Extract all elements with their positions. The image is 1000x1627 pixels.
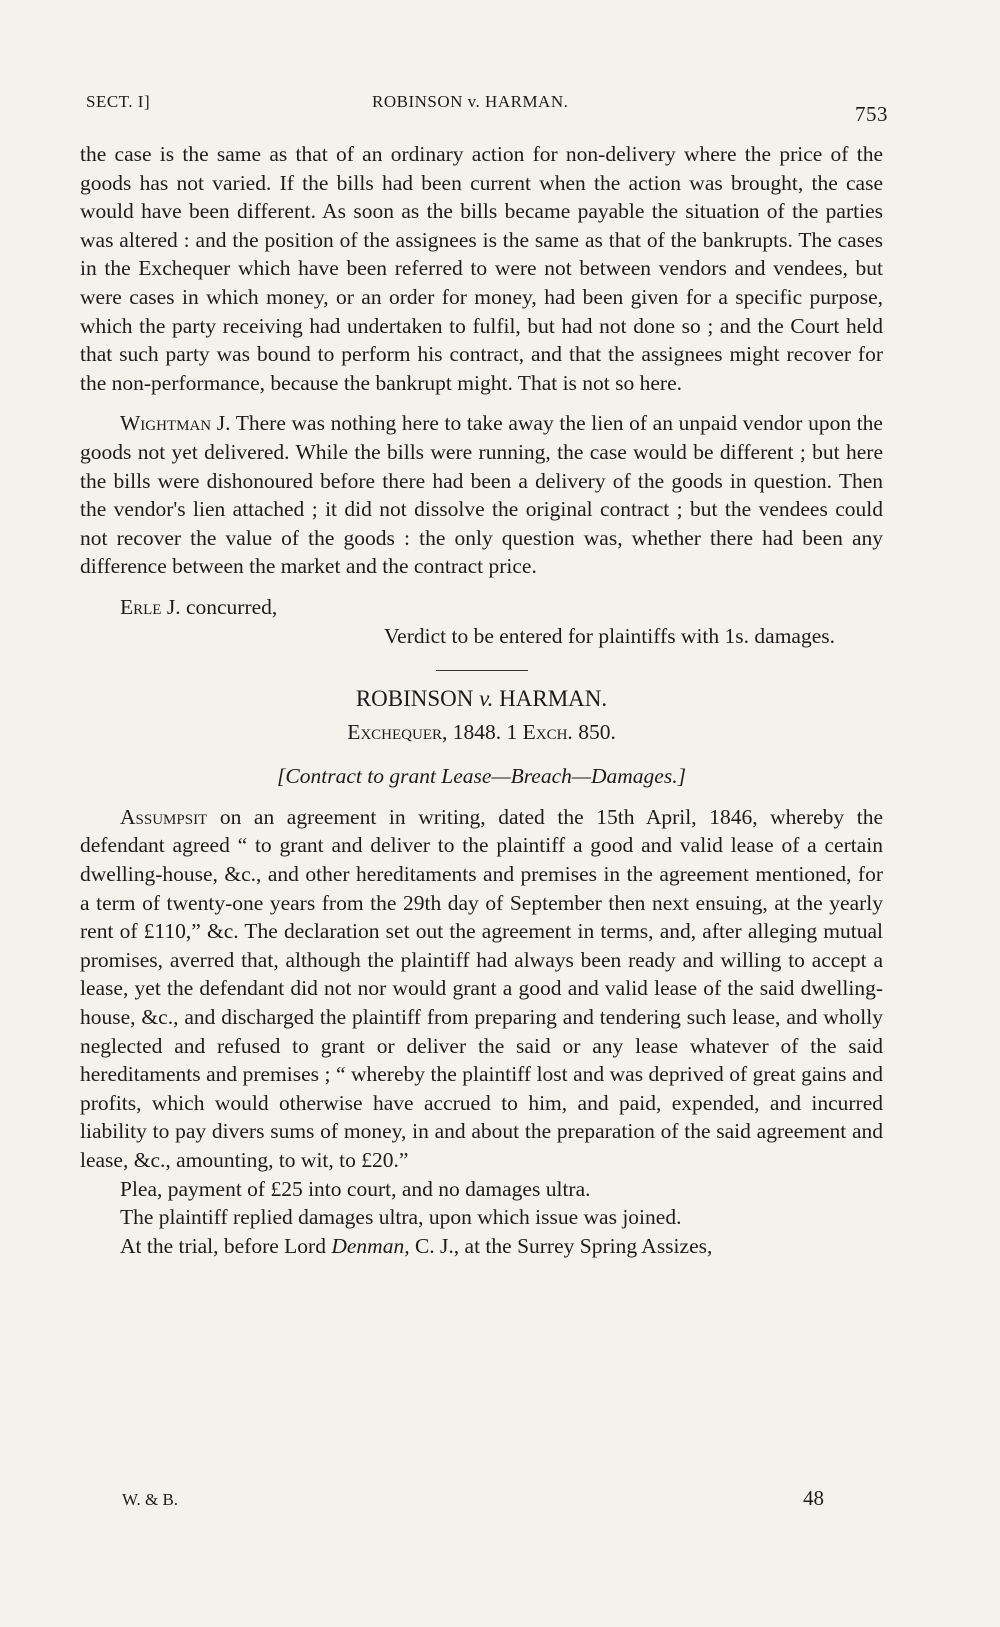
judge-name: Erle J.	[120, 594, 181, 619]
headnote	[80, 762, 883, 791]
paragraph-text: C. J., at the Surrey Spring Assizes,	[414, 1233, 713, 1258]
paragraph-text: At the trial, before Lord	[120, 1233, 326, 1258]
verdict-line: Verdict to be entered for plaintiffs with 1s. damages.	[384, 623, 835, 648]
page-body	[80, 140, 883, 1260]
paragraph-text: on an agreement in writing, dated the 15th April, 1846, whereby the defendant agreed “ to grant and deliver to the plaintiff a good and valid lease of a certain dwelling-house, &c., and other hereditaments and premises in the agreement mentioned, for a term of twenty-one years from the 29th day of September then next ensuing, at the yearly rent of £110,” &c. The declaration set out the agreement in terms, and, after alleging mutual promises, averred that, although the plaintiff had always been ready and willing to accept a lease, yet the defendant did not nor would grant a good and valid lease of the said dwelling-house, &c., and discharged the plaintiff from preparing and tendering such lease, and wholly neglected and refused to grant or deliver the said or any lease whatever of the said hereditaments and premises ; “ whereby the plaintiff lost and was deprived of great gains and profits, which would otherwise have accrued to him, and paid, expended, and incurred liability to pay divers sums of money, in and about the preparation of the said agreement and lease, &c., amounting, to wit, to £20.”	[80, 804, 884, 1172]
paragraph-text: concurred,	[185, 594, 278, 619]
running-header	[86, 92, 888, 126]
court-name: Exchequer	[347, 719, 442, 744]
paragraph-wightman	[80, 409, 883, 581]
citation-year: , 1848. 1	[442, 719, 518, 744]
court-citation	[80, 718, 883, 747]
paragraph-plea: Plea, payment of £25 into court, and no damages ultra.	[120, 1176, 591, 1201]
paragraph-replication: The plaintiff replied damages ultra, upon which issue was joined.	[120, 1205, 682, 1230]
page-number: 753	[855, 102, 888, 126]
running-title: ROBINSON v. HARMAN.	[372, 92, 569, 111]
signature-number: 48	[803, 1486, 824, 1510]
case-party-b: HARMAN.	[499, 686, 608, 712]
footer-signature: W. & B.	[122, 1490, 179, 1509]
judge-name: Wightman J.	[120, 411, 231, 436]
paragraph-text: There was nothing here to take away the lien of an unpaid vendor upon the goods not yet delivered. While the bills were running, the case would be different ; but here the bills were dishonoured before there had been a delivery of the goods in question. Then the vendor's lien attached ; it did not dissolve the original contract ; but the vendees could not recover the value of the goods : the only question was, whether there had been any difference between the market and the contract price.	[80, 411, 883, 579]
case-party-a: ROBINSON	[355, 686, 474, 712]
paragraph-erle	[80, 593, 883, 622]
section-label: SECT. I]	[86, 92, 151, 111]
lead-word: Assumpsit	[120, 804, 208, 829]
reporter-page: 850.	[578, 719, 616, 744]
paragraph-assumpsit	[80, 803, 883, 1175]
case-title	[80, 685, 883, 714]
judge-name-italic: Denman,	[331, 1233, 410, 1258]
section-divider	[436, 670, 528, 671]
paragraph-continued: the case is the same as that of an ordinary action for non-delivery where the price of the goods has not varied. If the bills had been current when the action was brought, the case would have been different. As soon as the bills became payable the situation of the parties was altered : and the position of the assignees is the same as that of the bankrupts. The cases in the Exchequer which have been referred to were not between vendors and vendees, but were cases in which money, or an order for money, had been given for a specific purpose, which the party receiving had undertaken to fulfil, but had not done so ; and the Court held that such party was bound to perform his contract, and that the assignees might recover for the non-performance, because the bankrupt might. That is not so here.	[80, 142, 883, 395]
headnote-text: [Contract to grant Lease—Breach—Damages.]	[277, 764, 686, 789]
case-versus: v.	[479, 686, 494, 712]
reporter-name: Exch.	[522, 719, 573, 744]
paragraph-trial	[80, 1232, 883, 1261]
